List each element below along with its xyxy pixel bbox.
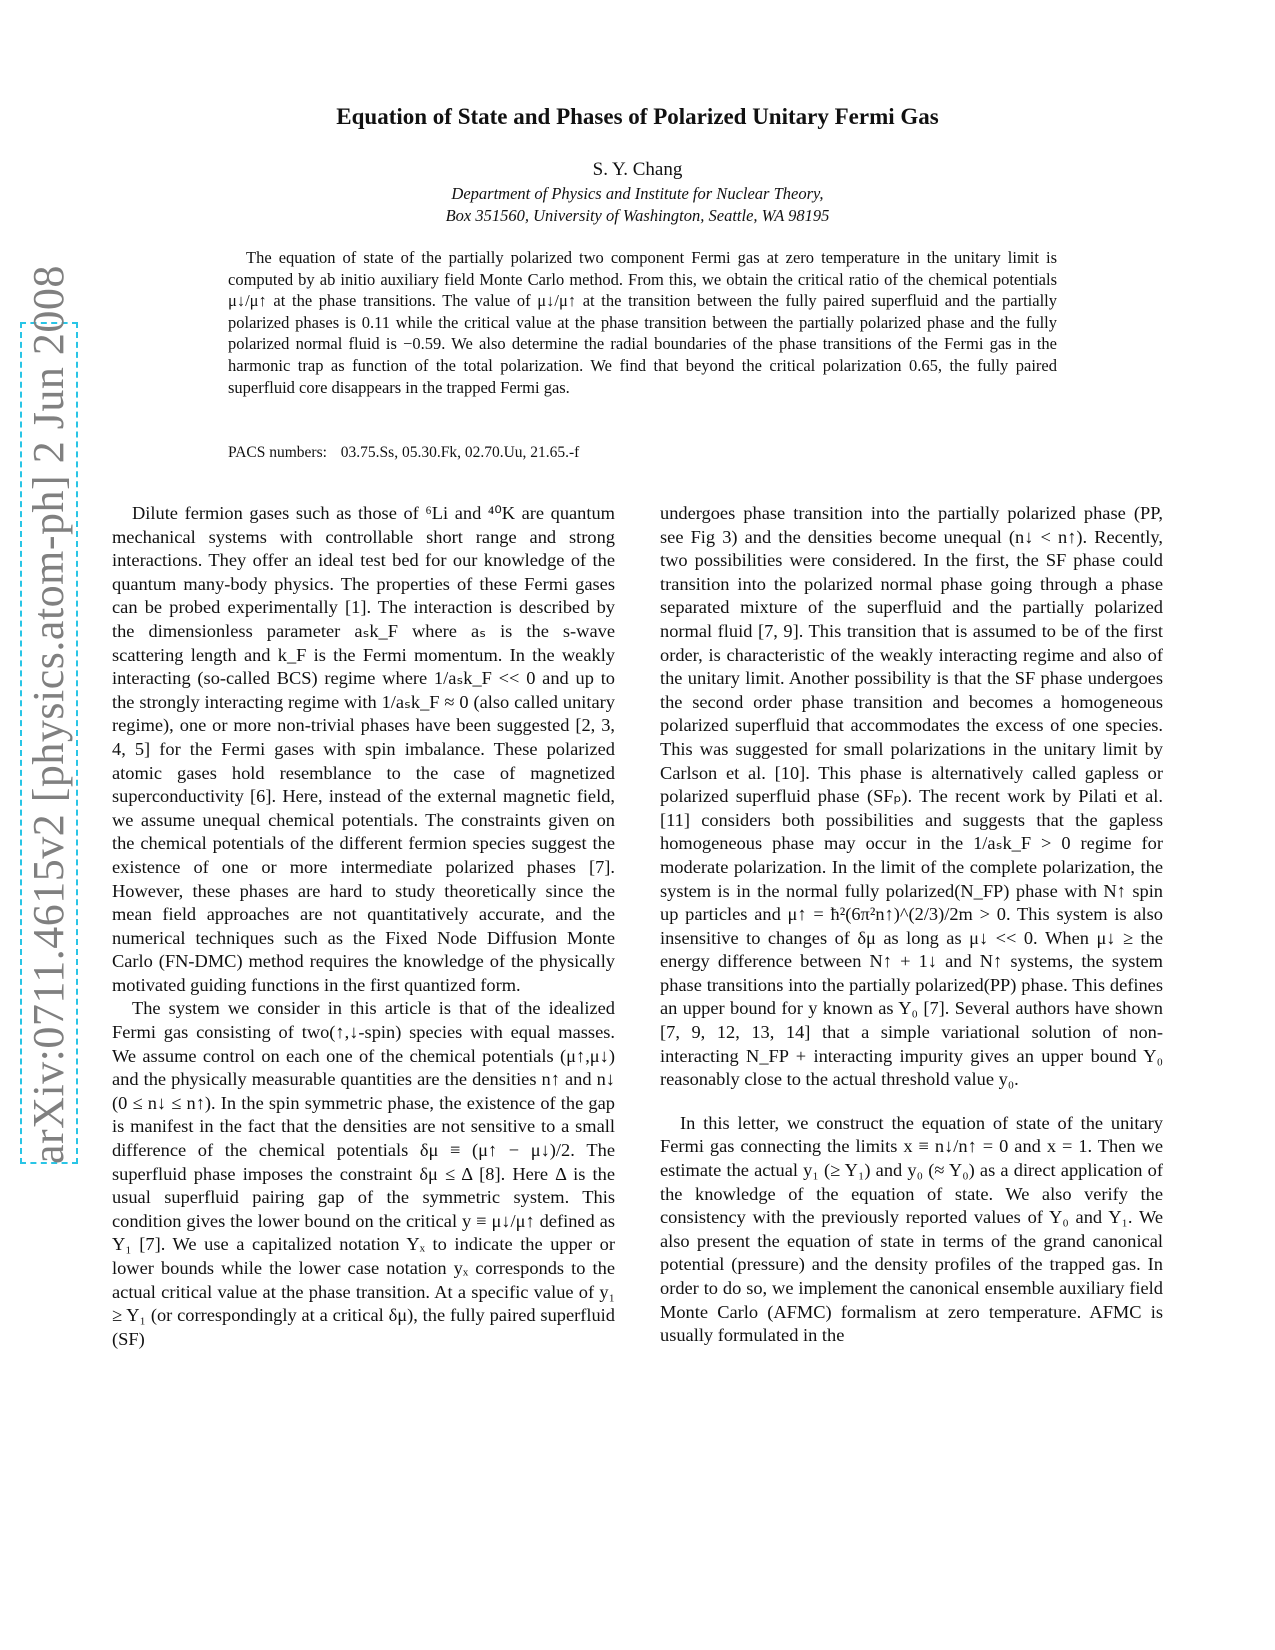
abstract	[228, 247, 1057, 398]
right-column	[660, 502, 1163, 1348]
pacs-label: PACS numbers:	[228, 444, 327, 461]
pacs-line	[228, 444, 579, 462]
author-name: S. Y. Chang	[592, 159, 683, 180]
left-paragraph-2: The system we consider in this article is that of the idealized Fermi gas consisting of two(↑,↓-spin) species with equal masses. We assume control on each one of the chemical potentials (μ↑,μ↓) and the physically measurable quantities are the densities n↑ and n↓ (0 ≤ n↓ ≤ n↑). In the spin symmetric phase, the existence of the gap is manifest in the fact that the densities are not sensitive to a small difference of the chemical potentials δμ ≡ (μ↑ − μ↓)/2. The superfluid phase imposes the constraint δμ ≤ Δ [8]. Here Δ is the usual superfluid pairing gap of the symmetric system. This condition gives the lower bound on the critical y ≡ μ↓/μ↑ defined as Y₁ [7]. We use a capitalized notation Yₓ to indicate the upper or lower bounds while the lower case notation yₓ corresponds to the actual critical value at the phase transition. At a specific value of y₁ ≥ Y₁ (or correspondingly at a critical δμ), the fully paired superfluid (SF)	[112, 998, 615, 1349]
arxiv-stamp: arXiv:0711.4615v2 [physics.atom-ph] 2 Jun 2008	[24, 265, 73, 1164]
affiliation-line-1: Department of Physics and Institute for Nuclear Theory,	[451, 184, 824, 203]
pacs-value: 03.75.Ss, 05.30.Fk, 02.70.Uu, 21.65.-f	[340, 444, 580, 461]
abstract-text: The equation of state of the partially polarized two component Fermi gas at zero temperature in the unitary limit is computed by ab initio auxiliary field Monte Carlo method. From this, we obtain the critical ratio of the chemical potentials μ↓/μ↑ at the phase transitions. The value of μ↓/μ↑ at the transition between the fully paired superfluid and the partially polarized phases is 0.11 while the critical value at the phase transition between the partially polarized phase and the fully polarized normal fluid is −0.59. We also determine the radial boundaries of the phase transitions of the Fermi gas in the harmonic trap as function of the total polarization. We find that beyond the critical polarization 0.65, the fully paired superfluid core disappears in the trapped Fermi gas.	[228, 248, 1057, 397]
left-column	[112, 502, 615, 1351]
affiliation-line-2: Box 351560, University of Washington, Seattle, WA 98195	[445, 206, 830, 225]
right-paragraph-2: In this letter, we construct the equation of state of the unitary Fermi gas connecting the limits x ≡ n↓/n↑ = 0 and x = 1. Then we estimate the actual y₁ (≥ Y₁) and y₀ (≈ Y₀) as a direct application of the knowledge of the equation of state. We also verify the consistency with the previously reported values of Y₀ and Y₁. We also present the equation of state in terms of the grand canonical potential (pressure) and the density profiles of the trapped gas. In order to do so, we implement the canonical ensemble auxiliary field Monte Carlo (AFMC) formalism at zero temperature. AFMC is usually formulated in the	[660, 1112, 1163, 1346]
affiliation	[0, 183, 1275, 227]
paper-title: Equation of State and Phases of Polarized Unitary Fermi Gas	[336, 104, 939, 129]
left-paragraph-1: Dilute fermion gases such as those of ⁶Li and ⁴⁰K are quantum mechanical systems with controllable short range and strong interactions. They offer an ideal test bed for our knowledge of the quantum many-body physics. The properties of these Fermi gases can be probed experimentally [1]. The interaction is described by the dimensionless parameter aₛk_F where aₛ is the s-wave scattering length and k_F is the Fermi momentum. In the weakly interacting (so-called BCS) regime where 1/aₛk_F << 0 and up to the strongly interacting regime with 1/aₛk_F ≈ 0 (also called unitary regime), one or more non-trivial phases have been suggested [2, 3, 4, 5] for the Fermi gases with spin imbalance. These polarized atomic gases hold resemblance to the case of magnetized superconductivity [6]. Here, instead of the external magnetic field, we assume unequal chemical potentials. The constraints given on the chemical potentials of the different fermion species suggest the existence of one or more intermediate polarized phases [7]. However, these phases are hard to study theoretically since the mean field approaches are not quantitatively accurate, and the numerical techniques such as the Fixed Node Diffusion Monte Carlo (FN-DMC) method requires the knowledge of the physically motivated guiding functions in the first quantized form.	[112, 503, 615, 995]
right-paragraph-1: undergoes phase transition into the partially polarized phase (PP, see Fig 3) and the densities become unequal (n↓ < n↑). Recently, two possibilities were considered. In the first, the SF phase could transition into the polarized normal phase going through a phase separated mixture of the superfluid and the partially polarized normal fluid [7, 9]. This transition that is assumed to be of the first order, is characteristic of the weakly interacting regime and also of the unitary limit. Another possibility is that the SF phase undergoes the second order phase transition and becomes a homogeneous polarized superfluid that accommodates the excess of one species. This was suggested for small polarizations in the unitary limit by Carlson et al. [10]. This phase is alternatively called gapless or polarized superfluid phase (SFₚ). The recent work by Pilati et al. [11] considers both possibilities and suggests that the gapless homogeneous phase may occur in the 1/aₛk_F > 0 regime for moderate polarization. In the limit of the complete polarization, the system is in the normal fully polarized(N_FP) phase with N↑ spin up particles and μ↑ = ħ²(6π²n↑)^(2/3)/2m > 0. This system is also insensitive to changes of δμ as long as μ↓ << 0. When μ↓ ≥ the energy difference between N↑ + 1↓ and N↑ systems, the system phase transitions into the partially polarized(PP) phase. This defines an upper bound for y known as Y₀ [7]. Several authors have shown [7, 9, 12, 13, 14] that a simple variational solution of non-interacting N_FP + interacting impurity gives an upper bound Y₀ reasonably close to the actual threshold value y₀.	[660, 503, 1163, 1090]
